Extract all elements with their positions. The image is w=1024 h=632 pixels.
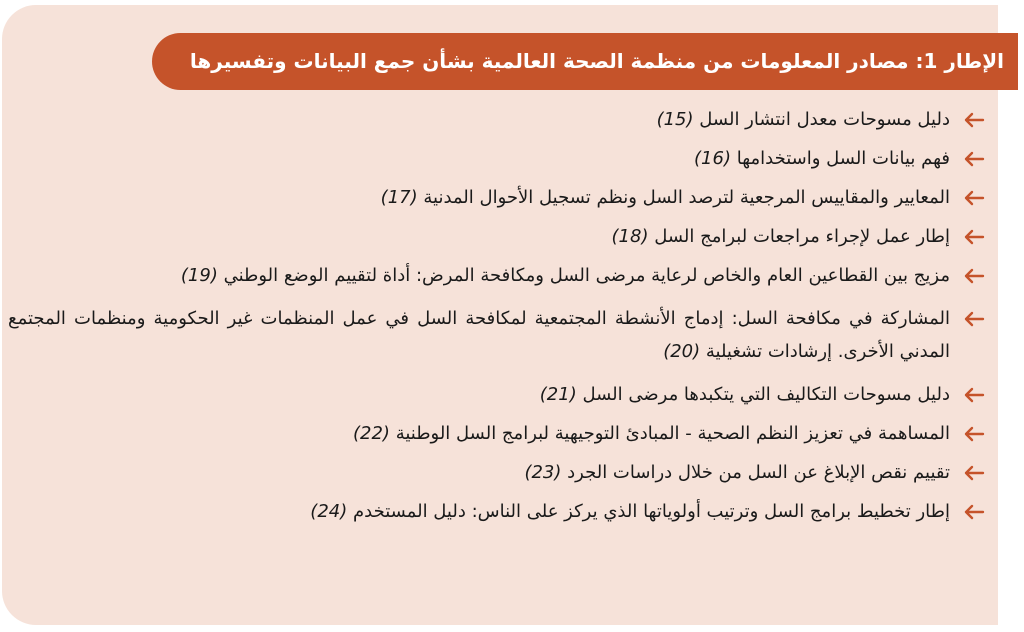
item-text: دليل مسوحات معدل انتشار السل bbox=[699, 109, 950, 130]
item-reference: (18) bbox=[611, 226, 649, 247]
item-reference: (24) bbox=[310, 501, 348, 522]
arrow-left-icon bbox=[962, 181, 986, 214]
item-text: إطار تخطيط برامج السل وترتيب أولوياتها الذي يركز على الناس: دليل المستخدم bbox=[352, 501, 950, 522]
item-reference: (15) bbox=[656, 109, 694, 130]
box-title: الإطار 1: مصادر المعلومات من منظمة الصحة العالمية بشأن جمع البيانات وتفسيرها bbox=[152, 33, 1018, 90]
arrow-left-icon bbox=[962, 103, 986, 136]
item-reference: (17) bbox=[380, 187, 418, 208]
list-item bbox=[8, 103, 986, 136]
arrow-left-icon bbox=[962, 302, 986, 335]
item-reference: (23) bbox=[524, 462, 562, 483]
resource-list bbox=[8, 103, 986, 534]
item-reference: (16) bbox=[694, 148, 731, 169]
list-item bbox=[8, 302, 986, 368]
item-reference: (19) bbox=[180, 265, 218, 286]
list-item bbox=[8, 142, 986, 175]
item-text: دليل مسوحات التكاليف التي يتكبدها مرضى السل bbox=[582, 384, 950, 405]
list-item bbox=[8, 220, 986, 253]
item-text: المعايير والمقاييس المرجعية لترصد السل ونظم تسجيل الأحوال المدنية bbox=[423, 187, 950, 208]
list-item bbox=[8, 417, 986, 450]
list-item bbox=[8, 378, 986, 411]
item-reference: (21) bbox=[539, 384, 577, 405]
list-item bbox=[8, 495, 986, 528]
item-text: المساهمة في تعزيز النظم الصحية - المبادئ التوجيهية لبرامج السل الوطنية bbox=[395, 423, 950, 444]
item-text: إطار عمل لإجراء مراجعات لبرامج السل bbox=[654, 226, 950, 247]
arrow-left-icon bbox=[962, 456, 986, 489]
list-item bbox=[8, 181, 986, 214]
arrow-left-icon bbox=[962, 417, 986, 450]
arrow-left-icon bbox=[962, 495, 986, 528]
list-item bbox=[8, 456, 986, 489]
item-reference: (22) bbox=[352, 423, 390, 444]
arrow-left-icon bbox=[962, 259, 986, 292]
arrow-left-icon bbox=[962, 220, 986, 253]
item-reference: (20) bbox=[663, 341, 701, 362]
arrow-left-icon bbox=[962, 142, 986, 175]
item-text: مزيج بين القطاعين العام والخاص لرعاية مرضى السل ومكافحة المرض: أداة لتقييم الوضع الوطني bbox=[223, 265, 950, 286]
item-text: تقييم نقص الإبلاغ عن السل من خلال دراسات الجرد bbox=[567, 462, 950, 483]
arrow-left-icon bbox=[962, 378, 986, 411]
item-text: المشاركة في مكافحة السل: إدماج الأنشطة المجتمعية لمكافحة السل في عمل المنظمات غير الحكومية ومنظمات المجتمع المدني الأخرى. إرشادات تشغيلية bbox=[8, 308, 950, 362]
item-text: فهم بيانات السل واستخدامها bbox=[736, 148, 950, 169]
list-item bbox=[8, 259, 986, 292]
